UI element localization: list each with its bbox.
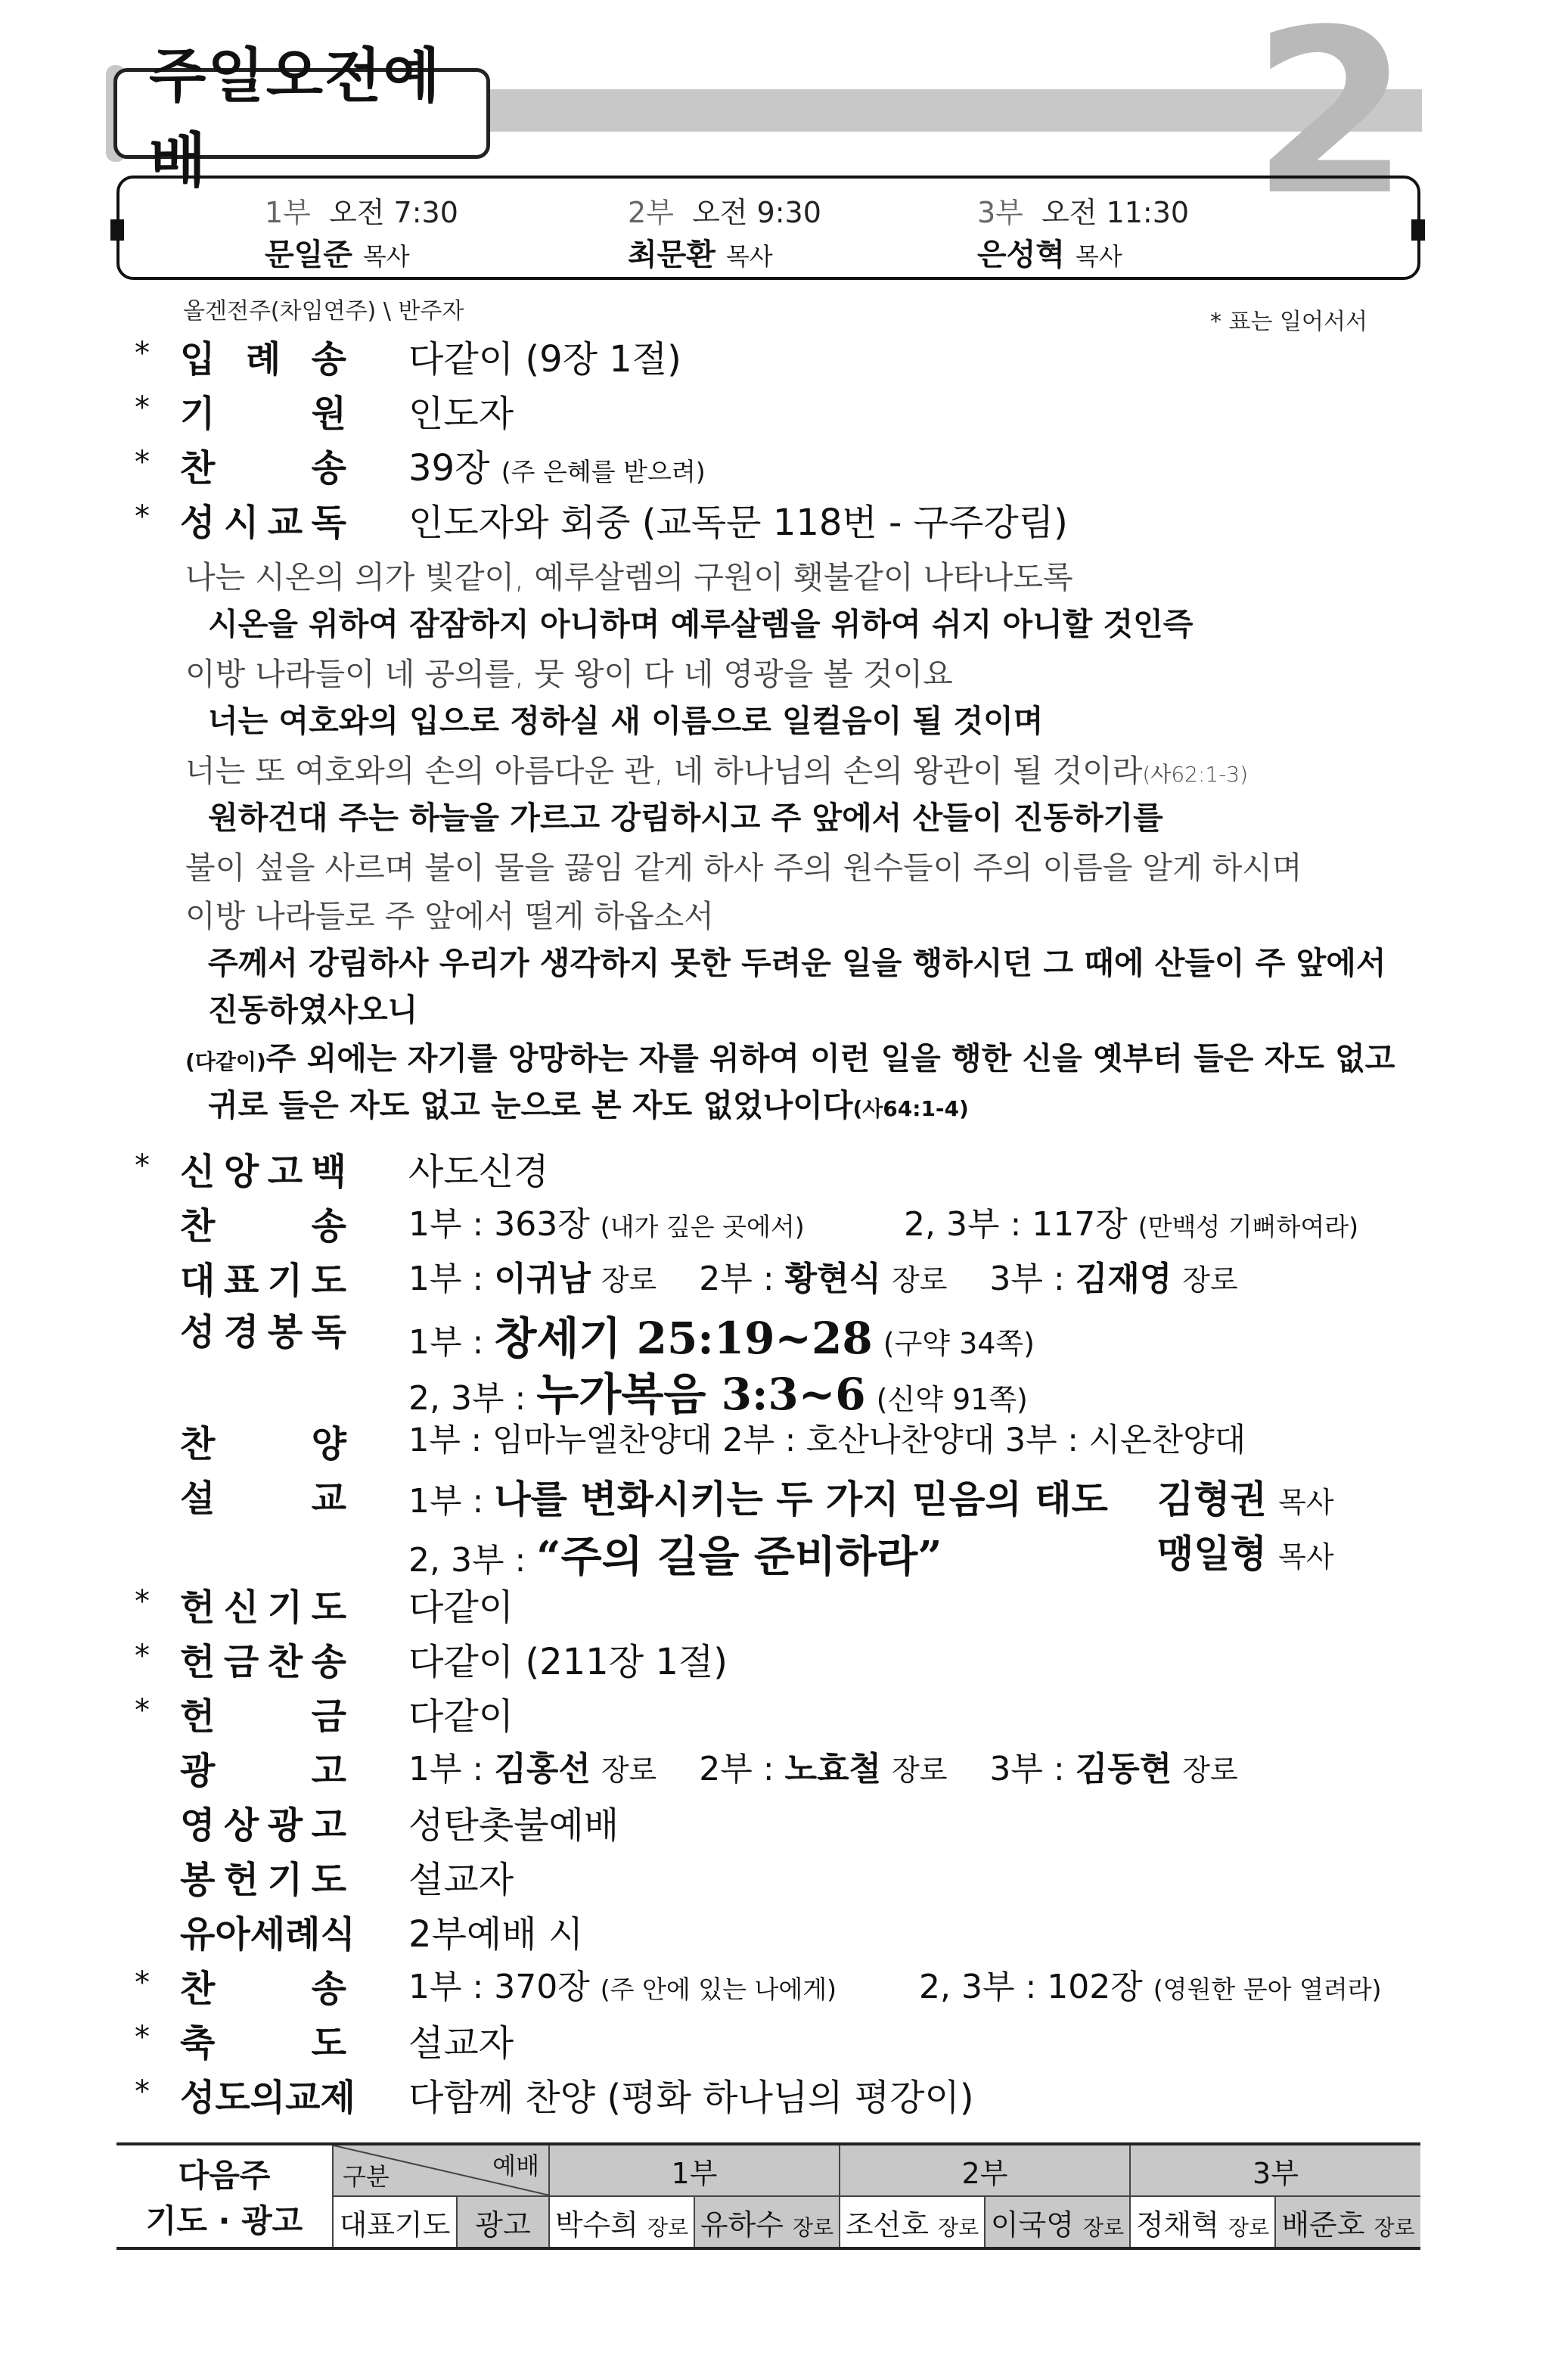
right-notch-decoration (1411, 219, 1425, 241)
reading-line: 이방 나라들로 주 앞에서 떨게 하옵소서 (185, 898, 714, 934)
part-header: 3부 (1130, 2144, 1420, 2196)
reading-line: 불이 섶을 사르며 불이 물을 끓임 같게 하사 주의 원수들이 주의 이름을 알게 하시며 (185, 850, 1302, 886)
service-time: 오전 9:30 (692, 196, 821, 229)
order-item-prayer (0, 1251, 1549, 1304)
order-item-offering-hymn (0, 1633, 1549, 1686)
order-item-hymn-2 (0, 1197, 1549, 1250)
service-3 (977, 189, 1189, 274)
standing-mark: * (135, 1148, 150, 1183)
order-label: 성 도 의 교 제 (180, 2077, 355, 2119)
order-item-scripture (0, 1303, 1549, 1364)
order-label: 입 례 송 (180, 338, 346, 381)
standing-mark: * (135, 499, 150, 534)
reading-line: 진동하였사오니 (208, 992, 418, 1028)
order-content: 2, 3부 : “주의 길을 준비하라” (408, 1532, 942, 1582)
order-item-invocation (0, 384, 1549, 437)
standing-mark: * (135, 1965, 150, 2000)
service-role: 목사 (1075, 242, 1122, 271)
order-label: 찬 송 (180, 1968, 346, 2010)
order-content: 인도자 (408, 393, 514, 435)
page-number: 2 (1252, 0, 1410, 245)
order-content: 1부 : 김홍선 장로 2부 : 노효철 장로 3부 : 김동현 장로 (408, 1750, 1238, 1788)
standing-mark: * (135, 445, 150, 480)
order-item-announcements (0, 1742, 1549, 1794)
order-content: 1부 : 이귀남 장로 2부 : 황현식 장로 3부 : 김재영 장로 (408, 1260, 1238, 1298)
order-item-sermon-2 (0, 1524, 1549, 1582)
reading-line: 너는 여호와의 입으로 정하실 새 이름으로 일컬음이 될 것이며 (208, 703, 1044, 739)
order-content: 설교자 (408, 2022, 514, 2065)
order-content: 2, 3부 : 117장 (만백성 기뻐하여라) (904, 1205, 1359, 1244)
order-item-creed (0, 1142, 1549, 1195)
order-content: 다함께 찬양 (평화 하나님의 평강이) (408, 2077, 974, 2119)
order-content: 39장 (주 은혜를 받으려) (408, 447, 706, 489)
service-part: 2부 (628, 196, 674, 229)
order-label: 찬 양 (180, 1423, 346, 1465)
order-item-dedication-prayer (0, 1578, 1549, 1631)
reading-line: 주께서 강림하사 우리가 생각하지 못한 두려운 일을 행하시던 그 때에 산들이 주 앞에서 (208, 945, 1386, 981)
order-content: 설교자 (408, 1859, 514, 1901)
order-label: 찬 송 (180, 447, 346, 489)
type-announcement: 광고 (457, 2196, 549, 2248)
service-role: 목사 (725, 242, 773, 271)
order-content: 1부 : 임마누엘찬양대 2부 : 호산나찬양대 3부 : 시온찬양대 (408, 1421, 1246, 1459)
order-item-hymn-3 (0, 1959, 1549, 2012)
page-title-text: 주일오전예배 (149, 42, 442, 195)
reading-line: 귀로 들은 자도 없고 눈으로 본 자도 없었나이다(사64:1-4) (208, 1087, 969, 1123)
reading-line: 시온을 위하여 잠잠하지 아니하며 예루살렘을 위하여 쉬지 아니할 것인즉 (208, 606, 1194, 642)
order-content: 다같이 (408, 1695, 514, 1738)
order-label: 대 표 기 도 (180, 1260, 346, 1302)
order-item-offering (0, 1687, 1549, 1740)
standing-mark: * (135, 2074, 150, 2109)
reading-line: 원하건대 주는 하늘을 가르고 강림하시고 주 앞에서 산들이 진동하기를 (208, 800, 1163, 836)
reading-line: 너는 또 여호와의 손의 아름다운 관, 네 하나님의 손의 왕관이 될 것이라(사62:1-3) (185, 753, 1249, 789)
standing-mark: * (135, 1584, 150, 1619)
person-cell: 배준호 장로 (1275, 2196, 1420, 2248)
standing-mark: * (135, 336, 150, 371)
person-cell: 조선호 장로 (840, 2196, 985, 2248)
standing-mark: * (135, 1639, 150, 1673)
service-label: 예배 (492, 2152, 539, 2180)
order-label: 광 고 (180, 1750, 346, 1792)
order-content: 1부 : 363장 (내가 깊은 곳에서) (408, 1205, 805, 1244)
order-content: 1부 : 나를 변화시키는 두 가지 믿음의 태도 (408, 1477, 1108, 1521)
order-content: 성탄촛불예배 (408, 1804, 619, 1847)
service-1 (265, 189, 458, 274)
order-content: 1부 : 370장 (주 안에 있는 나에게) (408, 1968, 837, 2006)
order-item-video-announcement (0, 1796, 1549, 1849)
order-item-choir (0, 1415, 1549, 1468)
order-content: 2, 3부 : 102장 (영원한 문아 열려라) (919, 1968, 1382, 2006)
order-item-benediction (0, 2014, 1549, 2067)
order-content: 김형권 목사 (1157, 1477, 1334, 1521)
service-part: 3부 (977, 196, 1023, 229)
order-label: 봉 헌 기 도 (180, 1859, 346, 1901)
order-content: 1부 : 창세기 25:19~28 (구약 34쪽) (408, 1313, 1035, 1364)
person-cell: 정채혁 장로 (1130, 2196, 1275, 2248)
order-item-offertory-prayer (0, 1850, 1549, 1903)
part-header: 1부 (549, 2144, 840, 2196)
order-label: 유 아 세 례 식 (180, 1913, 355, 1956)
order-content: 2, 3부 : 누가복음 3:3~6 (신약 91쪽) (408, 1369, 1028, 1420)
type-prayer: 대표기도 (333, 2196, 457, 2248)
order-item-fellowship (0, 2068, 1549, 2121)
service-2 (628, 189, 821, 274)
person-cell: 이국영 장로 (985, 2196, 1130, 2248)
order-label: 성 시 교 독 (180, 502, 346, 544)
person-cell: 박수희 장로 (549, 2196, 694, 2248)
reading-line: 나는 시온의 의가 빛같이, 예루살렘의 구원이 횃불같이 나타나도록 (185, 559, 1073, 595)
service-time: 오전 7:30 (329, 196, 458, 229)
order-content: 2부예배 시 (408, 1913, 584, 1956)
standing-note: * 표는 일어서서 (1210, 309, 1367, 335)
order-item-opening-hymn (0, 330, 1549, 383)
service-pastor: 은성혁 (977, 238, 1065, 272)
service-time: 오전 11:30 (1041, 196, 1190, 229)
order-label: 헌 신 기 도 (180, 1586, 346, 1629)
reading-line: (다같이)주 외에는 자기를 앙망하는 자를 위하여 이런 일을 행한 신을 옛부터 들은 자도 없고 (185, 1040, 1395, 1077)
order-label: 기 원 (180, 393, 346, 435)
order-content: 다같이 (211장 1절) (408, 1641, 728, 1683)
organ-note: 올겐전주(차임연주) \ 반주자 (183, 298, 464, 325)
standing-mark: * (135, 390, 150, 425)
next-week-table (116, 2142, 1420, 2250)
order-content: 인도자와 회중 (교독문 118번 - 구주강림) (408, 502, 1068, 544)
order-item-responsive-reading (0, 493, 1549, 546)
order-label: 영 상 광 고 (180, 1804, 346, 1847)
order-label: 성 경 봉 독 (180, 1311, 346, 1353)
order-label: 축 도 (180, 2022, 346, 2065)
order-label: 설 교 (180, 1477, 346, 1520)
order-item-scripture-2 (0, 1359, 1549, 1420)
service-role: 목사 (362, 242, 410, 271)
category-header (333, 2144, 549, 2196)
reading-line: 이방 나라들이 네 공의를, 뭇 왕이 다 네 영광을 볼 것이요 (185, 656, 953, 692)
part-header: 2부 (840, 2144, 1130, 2196)
order-label: 신 앙 고 백 (180, 1151, 346, 1193)
next-week-title: 다음주 기도 · 광고 (116, 2144, 333, 2248)
service-part: 1부 (265, 196, 311, 229)
standing-mark: * (135, 1693, 150, 1728)
order-item-infant-baptism (0, 1905, 1549, 1958)
standing-mark: * (135, 2020, 150, 2055)
order-content: 사도신경 (408, 1151, 549, 1193)
order-item-sermon (0, 1469, 1549, 1522)
service-pastor: 최문환 (628, 238, 716, 272)
page-title (113, 42, 490, 195)
left-notch-decoration (110, 219, 124, 241)
order-content: 다같이 (408, 1586, 514, 1629)
order-label: 헌 금 (180, 1695, 346, 1738)
order-content: 다같이 (9장 1절) (408, 338, 681, 381)
order-label: 찬 송 (180, 1205, 346, 1247)
service-pastor: 문일준 (265, 238, 352, 272)
person-cell: 유하수 장로 (694, 2196, 840, 2248)
order-item-hymn (0, 439, 1549, 492)
category-label: 구분 (343, 2162, 390, 2191)
order-label: 헌 금 찬 송 (180, 1641, 346, 1683)
order-content: 맹일형 목사 (1157, 1531, 1334, 1576)
